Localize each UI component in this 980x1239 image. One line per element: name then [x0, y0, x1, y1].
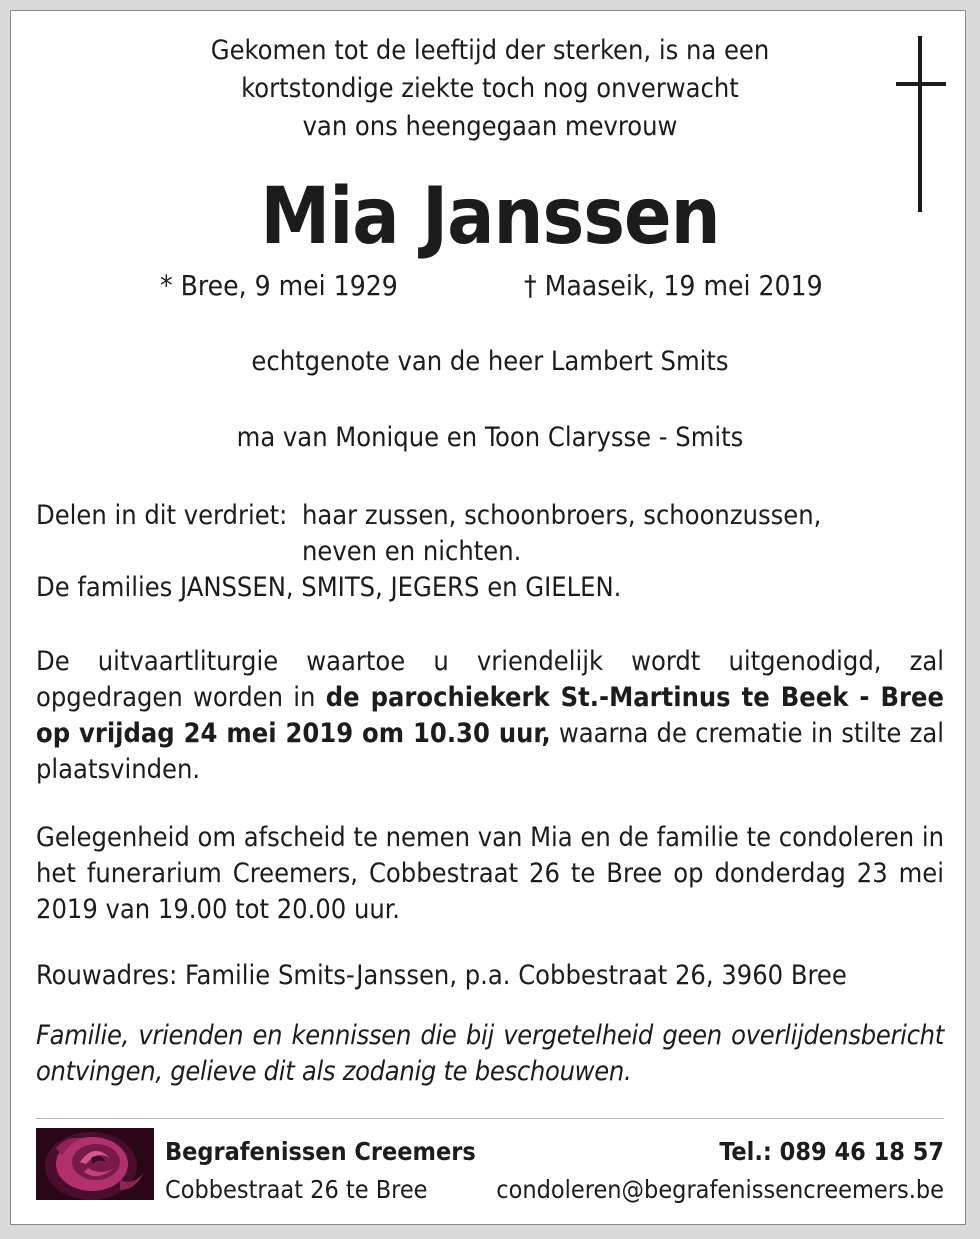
intro-line: Gekomen tot de leeftijd der sterken, is na een: [210, 35, 770, 66]
funeral-home-phone: Tel.: 089 46 18 57: [719, 1137, 944, 1166]
funeral-home-email: condoleren@begrafenissencreemers.be: [496, 1175, 944, 1204]
mourners-line: haar zussen, schoonbroers, schoonzussen,: [302, 500, 822, 531]
funeral-home-address: Cobbestraat 26 te Bree: [165, 1175, 428, 1204]
children-line: ma van Monique en Toon Clarysse - Smits: [236, 422, 744, 453]
birth-info: * Bree, 9 mei 1929: [160, 269, 398, 302]
intro-line: van ons heengegaan mevrouw: [302, 111, 678, 142]
families-line: De families JANSSEN, SMITS, JEGERS en GIELEN.: [36, 572, 622, 603]
intro-line: kortstondige ziekte toch nog onverwacht: [241, 73, 739, 104]
liturgy-paragraph: [36, 644, 944, 788]
mourning-address: Rouwadres: Familie Smits-Janssen, p.a. Cobbestraat 26, 3960 Bree: [36, 960, 847, 991]
funeral-home-name: Begrafenissen Creemers: [165, 1137, 476, 1166]
liturgy-text: waarna de crematie in stilte zal plaatsvinden.: [36, 718, 944, 785]
liturgy-text: De uitvaartliturgie waartoe u vriendelijk wordt uitgenodigd, zal opgedragen worden in: [36, 646, 944, 713]
liturgy-location-date: de parochiekerk St.-Martinus te Beek - Bree op vrijdag 24 mei 2019 om 10.30 uur,: [36, 682, 944, 749]
spouse-line: echtgenote van de heer Lambert Smits: [251, 346, 729, 377]
condolence-paragraph: Gelegenheid om afscheid te nemen van Mia en de familie te condoleren in het funerarium Creemers, Cobbestraat 26 te Bree op donderdag 23 mei 2019 van 19.00 tot 20.00 uur.: [36, 822, 944, 925]
death-info: † Maaseik, 19 mei 2019: [524, 269, 823, 302]
mourners-line: neven en nichten.: [302, 536, 522, 567]
deceased-name: Mia Janssen: [260, 172, 720, 262]
divider: [36, 1118, 944, 1119]
rose-icon: [36, 1128, 154, 1200]
notice-paragraph: Familie, vrienden en kennissen die bij vergetelheid geen overlijdensbericht ontvingen, gelieve dit als zodanig te beschouwen.: [36, 1020, 944, 1087]
intro-text: [120, 32, 860, 146]
mourners-label: Delen in dit verdriet:: [36, 500, 288, 531]
